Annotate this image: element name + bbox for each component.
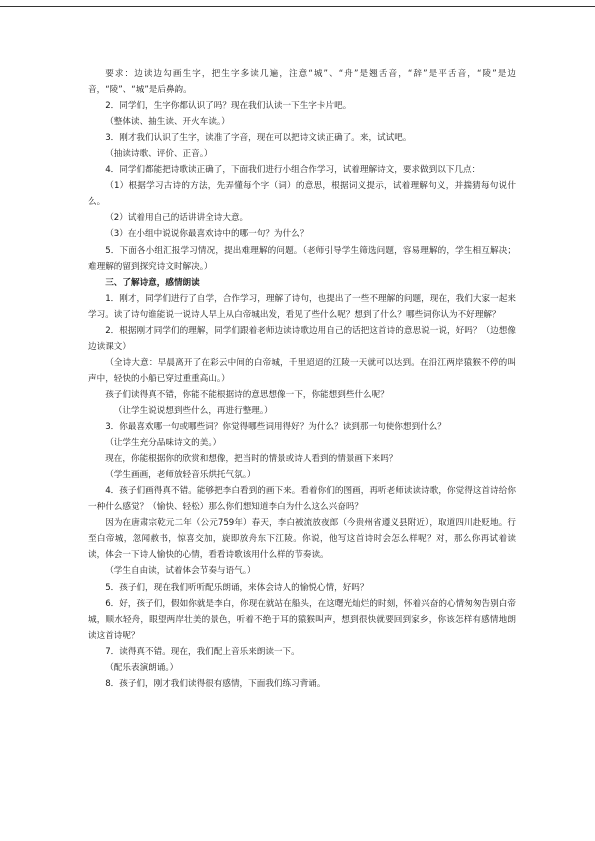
document-body	[88, 66, 516, 692]
paragraph: 6．好，孩子们，假如你就是李白，你现在就站在船头，在这曙光灿烂的时刻，怀着兴奋的心情匆匆告别白帝城，顺水轻舟，眼望两岸壮美的景色，听着不绝于耳的猿猴叫声，想到很快就要回到家乡，你该怎样有感情地朗读这首诗呢？	[88, 598, 516, 641]
paragraph: （2）试着用自己的话讲讲全诗大意。	[105, 213, 249, 224]
paragraph: 3．刚才我们认识了生字，读准了字音，现在可以把诗文读正确了。来，试试吧。	[105, 133, 412, 144]
paragraph: （抽读诗歌、评价、正音。）	[105, 149, 213, 160]
paragraph: 5．下面各小组汇报学习情况，提出难理解的问题。（老师引导学生筛选问题，容易理解的，学生相互解决；难理解的留到探究诗文时解决。）	[88, 245, 516, 272]
paragraph: 孩子们读得真不错，你能不能根据诗的意思想像一下，你能想到些什么呢？	[105, 389, 389, 400]
paragraph: 3．你最喜欢哪一句或哪些词？你觉得哪些词用得好？为什么？读到那一句使你想到什么？	[105, 422, 446, 433]
paragraph: 7．读得真不错。现在，我们配上音乐来朗读一下。	[105, 646, 300, 657]
paragraph: （全诗大意：早晨离开了在彩云中间的白帝城，千里迢迢的江陵一天就可以达到。在沿江两岸猿猴不停的叫声中，轻快的小船已穿过重重高山。）	[88, 357, 516, 384]
paragraph: 8．孩子们，刚才我们读得很有感情，下面我们练习背诵。	[105, 678, 326, 689]
paragraph: 2．同学们，生字你都认识了吗？现在我们认读一下生字卡片吧。	[105, 101, 352, 112]
paragraph: 要求：边读边勾画生字，把生字多读几遍，注意“城”、“舟”是翘舌音，“辞”是平舌音，“陵”是边音，“陵”、“城”是后鼻韵。	[88, 69, 516, 96]
paragraph: （让学生充分品味诗文的美。）	[105, 438, 222, 449]
paragraph: 现在，你能根据你的欣赏和想像，把当时的情景或诗人看到的情景画下来吗？	[105, 454, 398, 465]
paragraph: （学生自由读，试着体会节奏与语气。）	[105, 566, 256, 577]
paragraph: 1．刚才，同学们进行了自学，合作学习，理解了诗句，也提出了一些不理解的问题，现在，我们大家一起来学习。读了诗句谁能说一说诗人早上从白帝城出发，看见了些什么呢？想到了什么？哪些词你认为不好理解？	[88, 293, 516, 320]
section-heading: 三、了解诗意，感情朗读	[105, 277, 200, 288]
paragraph: （配乐表演朗诵。）	[105, 662, 179, 673]
paragraph: 因为在唐肃宗乾元二年（公元759年）春天，李白被流放夜郎（今贵州省遵义县附近），取道四川赴贬地。行至白帝城，忽闻赦书，惊喜交加，旋即放舟东下江陵。你说，他写这首诗时会怎么样呢？对，那么你再试着读读，体会一下诗人愉快的心情，看看诗歌该用什么样的节奏读。	[88, 518, 516, 561]
header-rule	[0, 6, 595, 7]
paragraph: （让学生说说想到些什么，再进行整理。）	[113, 405, 273, 416]
paragraph: 4．同学们都能把诗歌读正确了，下面我们进行小组合作学习，试着理解诗文，要求做到以下几点：	[105, 165, 481, 176]
paragraph: （学生画画，老师放轻音乐烘托气氛。）	[105, 470, 256, 481]
paragraph: （3）在小组中说说你最喜欢诗中的哪一句？为什么？	[105, 229, 309, 240]
paragraph: 5．孩子们，现在我们听听配乐朗诵，来体会诗人的愉悦心情，好吗？	[105, 582, 369, 593]
paragraph: （整体读、抽生读、开火车读。）	[105, 117, 230, 128]
paragraph: 2．根据刚才同学们的理解，同学们跟着老师边读诗歌边用自己的话把这首诗的意思说一说，好吗？（边想像边读课文）	[88, 325, 516, 352]
paragraph: 4．孩子们画得真不错。能够把李白看到的画下来。看着你们的图画，再听老师读读诗歌，你觉得这首诗给你一种什么感觉？（愉快、轻松）那么你们想知道李白为什么这么兴奋吗？	[88, 486, 516, 513]
paragraph: （1）根据学习古诗的方法，先弄懂每个字（词）的意思，根据词义提示，试着理解句义，并揣猜每句说什么。	[88, 181, 516, 208]
